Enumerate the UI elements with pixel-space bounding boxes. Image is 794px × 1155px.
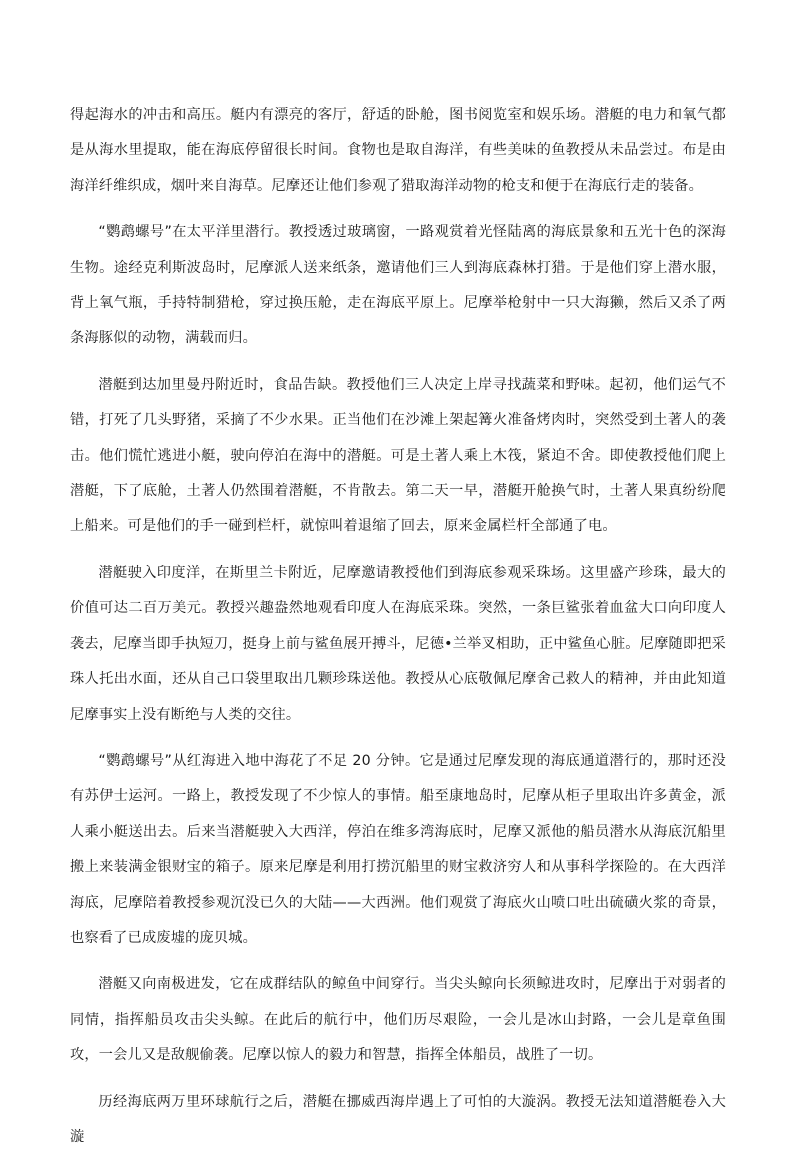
paragraph-submarine-facilities: 得起海水的冲击和高压。艇内有漂亮的客厅，舒适的卧舱，图书阅览室和娱乐场。潜艇的电力和氧气都是从海水里提取，能在海底停留很长时间。食物也是取自海洋，有些美味的鱼教授从未品尝过。布是由海洋纤维织成，烟叶来自海草。尼摩还让他们参观了猎取海洋动物的枪支和便于在海底行走的装备。 <box>70 107 726 194</box>
paragraph-gap <box>70 956 726 967</box>
paragraph-pacific-hunting: “鹦鹉螺号”在太平洋里潜行。教授透过玻璃窗，一路观赏着光怪陆离的海底景象和五光十色的深海生物。途经克利斯波岛时，尼摩派人送来纸条，邀请他们三人到海底森林打猎。于是他们穿上潜水服，背上氧气瓶，手持特制猎枪，穿过换压舱，走在海底平原上。尼摩举枪射中一只大海獭，然后又杀了两条海豚似的动物，满载而归。 <box>70 224 726 347</box>
paragraph-kalimantan-natives: 潜艇到达加里曼丹附近时，食品告缺。教授他们三人决定上岸寻找蔬菜和野味。起初，他们运气不错，打死了几头野猪，采摘了不少水果。正当他们在沙滩上架起篝火准备烤肉时，突然受到土著人的袭击。他们慌忙逃进小艇，驶向停泊在海中的潜艇。可是土著人乘上木筏，紧迫不舍。即使教授他们爬上潜艇，下了底舱，土著人仍然围着潜艇，不肯散去。第二天一早，潜艇开舱换气时，土著人果真纷纷爬上船来。可是他们的手一碰到栏杆，就惊叫着退缩了回去，原来金属栏杆全部通了电。 <box>70 376 726 535</box>
paragraph-gap <box>70 1074 726 1085</box>
document-page <box>70 98 726 1155</box>
paragraph-mediterranean-atlantis: “鹦鹉螺号”从红海进入地中海花了不足 20 分钟。它是通过尼摩发现的海底通道潜行的，那时还没有苏伊士运河。一路上，教授发现了不少惊人的事情。船至康地岛时，尼摩从柜子里取出许多黄金，派人乘小艇送出去。后来当潜艇驶入大西洋，停泊在维多湾海底时，尼摩又派他的船员潜水从海底沉船里搬上来装满金银财宝的箱子。原来尼摩是利用打捞沉船里的财宝救济穷人和从事科学探险的。在大西洋海底，尼摩陪着教授参观沉没已久的大陆——大西洲。他们观赏了海底火山喷口吐出硫磺火浆的奇景，也察看了已成废墟的庞贝城。 <box>70 752 726 946</box>
paragraph-gap <box>70 357 726 368</box>
paragraph-south-pole: 潜艇又向南极进发，它在成群结队的鲸鱼中间穿行。当尖头鲸向长须鲸进攻时，尼摩出于对弱者的同情，指挥船员攻击尖头鲸。在此后的航行中，他们历尽艰险，一会儿是冰山封路，一会儿是章鱼围攻，一会儿又是敌舰偷袭。尼摩以惊人的毅力和智慧，指挥全体船员，战胜了一切。 <box>70 976 726 1064</box>
paragraph-indian-ocean-pearls: 潜艇驶入印度洋，在斯里兰卡附近，尼摩邀请教授他们到海底参观采珠场。这里盛产珍珠，最大的价值可达二百万美元。教授兴趣盎然地观看印度人在海底采珠。突然，一条巨鲨张着血盆大口向印度人袭去，尼摩当即手执短刀，挺身上前与鲨鱼展开搏斗，尼德•兰举叉相助，正中鲨鱼心脏。尼摩随即把采珠人托出水面，还从自己口袋里取出几颗珍珠送他。教授从心底敬佩尼摩舍己救人的精神，并由此知道尼摩事实上没有断绝与人类的交往。 <box>70 564 727 723</box>
paragraph-maelstrom: 历经海底两万里环球航行之后，潜艇在挪威西海岸遇上了可怕的大漩涡。教授无法知道潜艇卷入大漩 <box>70 1093 726 1145</box>
paragraph-gap <box>70 545 726 556</box>
paragraph-gap <box>70 204 726 215</box>
paragraph-gap <box>70 733 726 744</box>
